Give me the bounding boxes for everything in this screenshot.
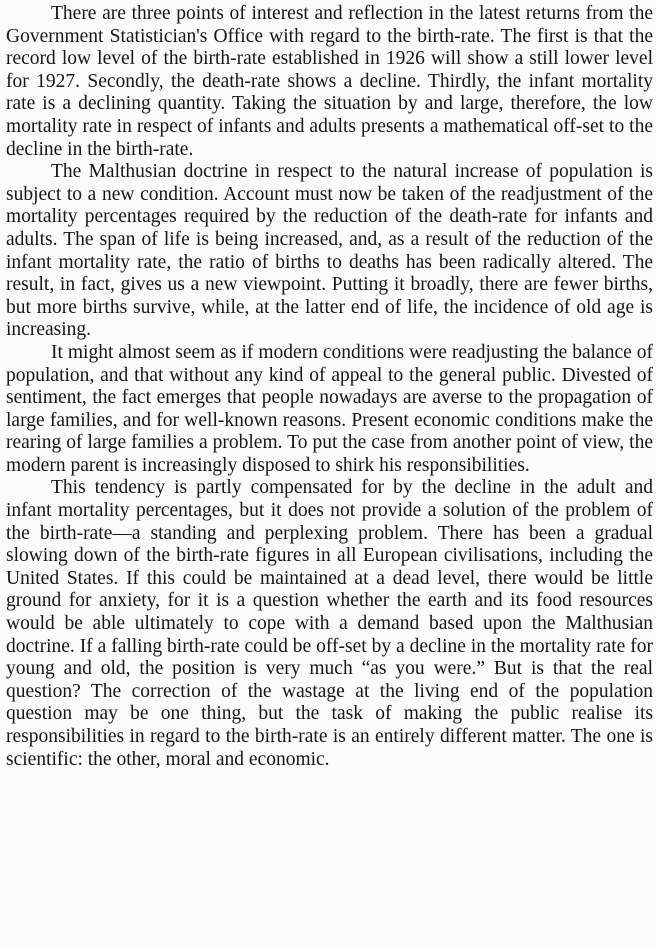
article-paragraph-3: It might almost seem as if modern conditions were readjusting the balance of population, and that without any kind of appeal to the general public. Divested of sentiment, the fact emerges that people nowadays are averse to the propagation of large families, and for well-known reasons. Present economic conditions make the rearing of large families a problem. To put the case from another point of view, the modern parent is increasingly disposed to shirk his responsibilities. — [6, 341, 653, 476]
article-column — [6, 3, 653, 771]
article-paragraph-1: There are three points of interest and reflection in the latest returns from the Government Statistician's Office with regard to the birth-rate. The first is that the record low level of the birth-rate established in 1926 will show a still lower level for 1927. Secondly, the death-rate shows a decline. Thirdly, the infant mortality rate is a declining quantity. Taking the situation by and large, therefore, the low mortality rate in respect of infants and adults presents a mathematical off-set to the decline in the birth-rate. — [6, 3, 653, 160]
article-paragraph-2: The Malthusian doctrine in respect to the natural increase of population is subject to a new condition. Account must now be taken of the readjustment of the mortality percentages required by the reduction of the death-rate for infants and adults. The span of life is being increased, and, as a result of the reduction of the infant mortality rate, the ratio of births to deaths has been radically altered. The result, in fact, gives us a new viewpoint. Putting it broadly, there are fewer births, but more births survive, while, at the latter end of life, the incidence of old age is increasing. — [6, 161, 653, 341]
article-paragraph-4: This tendency is partly compensated for by the decline in the adult and infant mortality percentages, but it does not provide a solution of the problem of the birth-rate—a standing and perplexing problem. There has been a gradual slowing down of the birth-rate figures in all European civilisations, including the United States. If this could be maintained at a dead level, there would be little ground for anxiety, for it is a question whether the earth and its food resources would be able ultimately to cope with a demand based upon the Malthusian doctrine. If a falling birth-rate could be off-set by a decline in the mortality rate for young and old, the position is very much “as you were.” But is that the real question? The correction of the wastage at the living end of the population question may be one thing, but the task of making the public realise its responsibilities in regard to the birth-rate is an entirely different matter. The one is scientific: the other, moral and economic. — [6, 477, 653, 770]
